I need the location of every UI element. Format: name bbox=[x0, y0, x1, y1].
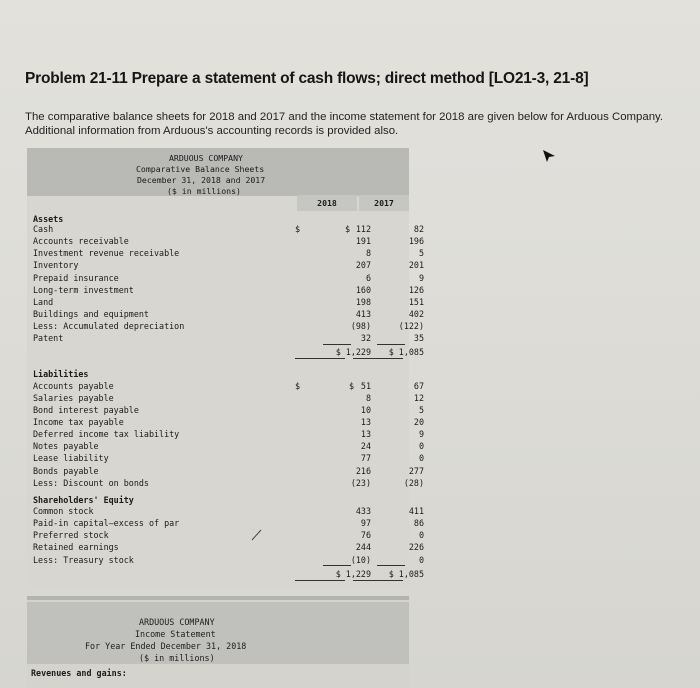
total-double-underline bbox=[295, 580, 345, 581]
column-header-2018: 2018 bbox=[297, 195, 357, 211]
liability-row-label: Bond interest payable bbox=[33, 404, 139, 415]
total-double-underline bbox=[295, 358, 345, 359]
revenues-and-gains-heading: Revenues and gains: bbox=[31, 668, 127, 678]
asset-row-label: Accounts receivable bbox=[33, 236, 129, 247]
company-name: ARDUOUS COMPANY bbox=[169, 153, 243, 163]
liability-row-2017: 67 bbox=[413, 380, 424, 391]
asset-row-2018: 160 bbox=[355, 284, 371, 295]
asset-row-label: Cash bbox=[33, 224, 54, 234]
liability-row-label: Notes payable bbox=[33, 441, 99, 452]
liability-row-2017: (28) bbox=[403, 477, 424, 488]
liability-row-2017: 0 bbox=[418, 453, 424, 464]
balance-sheet-header bbox=[27, 148, 409, 196]
subtotal-underline bbox=[323, 565, 351, 566]
asset-row-2017: 201 bbox=[408, 260, 424, 271]
total-double-underline bbox=[353, 358, 403, 359]
asset-row-2018: 413 bbox=[355, 309, 371, 320]
liability-row-2018: 10 bbox=[360, 404, 371, 415]
liabilities-heading: Liabilities bbox=[33, 369, 89, 379]
liability-row-2018: (23) bbox=[350, 477, 371, 488]
total-double-underline bbox=[353, 580, 403, 581]
equity-row-2018: 97 bbox=[360, 518, 371, 529]
asset-row-2017: 196 bbox=[408, 236, 424, 247]
liability-row-label: Bonds payable bbox=[33, 465, 99, 476]
dollar-sign: $ bbox=[345, 224, 351, 234]
liability-row-2018: 13 bbox=[360, 416, 371, 427]
equity-row-2017: 226 bbox=[408, 542, 424, 553]
equity-row-2018: 433 bbox=[355, 506, 371, 516]
income-company-name: ARDUOUS COMPANY bbox=[139, 617, 215, 627]
liability-row-2018: 24 bbox=[360, 441, 371, 452]
liability-row-2018: 77 bbox=[360, 453, 371, 464]
pen-mark-icon bbox=[250, 528, 264, 542]
total-assets-2017: $ 1,085 bbox=[388, 346, 424, 357]
equity-row-2018: 244 bbox=[355, 542, 371, 553]
income-statement-table bbox=[27, 596, 409, 688]
intro-line-1: The comparative balance sheets for 2018 and 2017 and the income statement for 2018 are given below for Arduous Company. bbox=[25, 111, 664, 123]
liability-row-2017: 0 bbox=[418, 441, 424, 452]
asset-row-label: Land bbox=[33, 296, 54, 307]
statement-units: ($ in millions) bbox=[167, 186, 241, 196]
dollar-sign: $ bbox=[295, 224, 301, 234]
dollar-sign: $ bbox=[349, 380, 355, 391]
equity-row-label: Retained earnings bbox=[33, 542, 119, 553]
column-header-2017: 2017 bbox=[359, 195, 409, 211]
income-statement-header bbox=[27, 602, 409, 664]
asset-row-2017: 35 bbox=[413, 333, 424, 344]
asset-row-2017: 126 bbox=[408, 284, 424, 295]
asset-row-2017: 82 bbox=[413, 224, 424, 234]
asset-row-2018: 8 bbox=[365, 248, 371, 259]
liability-row-label: Lease liability bbox=[33, 453, 109, 464]
total-liabilities-equity-2018: $ 1,229 bbox=[335, 568, 371, 579]
liability-row-label: Deferred income tax liability bbox=[33, 429, 180, 440]
liability-row-2017: 9 bbox=[418, 429, 424, 440]
equity-row-2017: 0 bbox=[418, 530, 424, 541]
asset-row-2017: 9 bbox=[418, 272, 424, 283]
subtotal-underline bbox=[377, 565, 405, 566]
asset-row-label: Inventory bbox=[33, 260, 79, 271]
asset-row-2018: 32 bbox=[360, 333, 371, 344]
asset-row-2018: 207 bbox=[355, 260, 371, 271]
subtotal-underline bbox=[377, 344, 405, 345]
asset-row-2017: (122) bbox=[398, 321, 424, 332]
asset-row-2017: 151 bbox=[408, 296, 424, 307]
equity-row-2017: 411 bbox=[408, 506, 424, 516]
liability-row-label: Less: Discount on bonds bbox=[33, 477, 149, 488]
liability-row-2017: 5 bbox=[418, 404, 424, 415]
dollar-sign: $ bbox=[295, 380, 301, 391]
asset-row-2018: 191 bbox=[355, 236, 371, 247]
equity-heading: Shareholders' Equity bbox=[33, 495, 134, 505]
liability-row-2017: 20 bbox=[413, 416, 424, 427]
asset-row-2018: 198 bbox=[355, 296, 371, 307]
total-assets-2018: $ 1,229 bbox=[335, 346, 371, 357]
liability-row-label: Income tax payable bbox=[33, 416, 124, 427]
asset-row-2018: (98) bbox=[350, 321, 371, 332]
asset-row-label: Investment revenue receivable bbox=[33, 248, 180, 259]
asset-row-label: Patent bbox=[33, 333, 64, 344]
problem-title: Problem 21-11 Prepare a statement of cash flows; direct method [LO21-3, 21-8] bbox=[25, 70, 589, 87]
liability-row-2017: 277 bbox=[408, 465, 424, 476]
equity-row-2017: 86 bbox=[413, 518, 424, 529]
statement-date: December 31, 2018 and 2017 bbox=[137, 175, 266, 185]
equity-row-2018: 76 bbox=[360, 530, 371, 541]
income-statement-divider bbox=[27, 596, 409, 600]
equity-row-label: Preferred stock bbox=[33, 530, 109, 541]
equity-row-2017: 0 bbox=[418, 554, 424, 565]
asset-row-2018: 6 bbox=[365, 272, 371, 283]
assets-heading: Assets bbox=[33, 214, 64, 224]
equity-row-label: Paid-in capital–excess of par bbox=[33, 518, 180, 529]
asset-row-2018: 112 bbox=[355, 224, 371, 234]
liability-row-2018: 216 bbox=[355, 465, 371, 476]
equity-row-label: Common stock bbox=[33, 506, 94, 516]
asset-row-label: Long-term investment bbox=[33, 284, 134, 295]
income-statement-name: Income Statement bbox=[135, 629, 216, 639]
income-statement-units: ($ in millions) bbox=[139, 653, 215, 663]
mouse-pointer-icon bbox=[541, 148, 557, 164]
balance-sheet-table bbox=[27, 148, 424, 588]
income-statement-period: For Year Ended December 31, 2018 bbox=[85, 641, 247, 651]
asset-row-2017: 5 bbox=[418, 248, 424, 259]
liability-row-2018: 8 bbox=[365, 392, 371, 403]
problem-intro bbox=[25, 110, 695, 138]
liability-row-2017: 12 bbox=[413, 392, 424, 403]
intro-line-2: Additional information from Arduous's accounting records is provided also. bbox=[25, 125, 399, 137]
asset-row-label: Less: Accumulated depreciation bbox=[33, 321, 185, 332]
equity-row-label: Less: Treasury stock bbox=[33, 554, 134, 565]
liability-row-2018: 51 bbox=[360, 380, 371, 391]
asset-row-label: Prepaid insurance bbox=[33, 272, 119, 283]
liability-row-2018: 13 bbox=[360, 429, 371, 440]
subtotal-underline bbox=[323, 344, 351, 345]
asset-row-label: Buildings and equipment bbox=[33, 309, 149, 320]
statement-name: Comparative Balance Sheets bbox=[136, 164, 265, 174]
equity-row-2018: (10) bbox=[350, 554, 371, 565]
total-liabilities-equity-2017: $ 1,085 bbox=[388, 568, 424, 579]
asset-row-2017: 402 bbox=[408, 309, 424, 320]
liability-row-label: Accounts payable bbox=[33, 380, 114, 391]
liability-row-label: Salaries payable bbox=[33, 392, 114, 403]
